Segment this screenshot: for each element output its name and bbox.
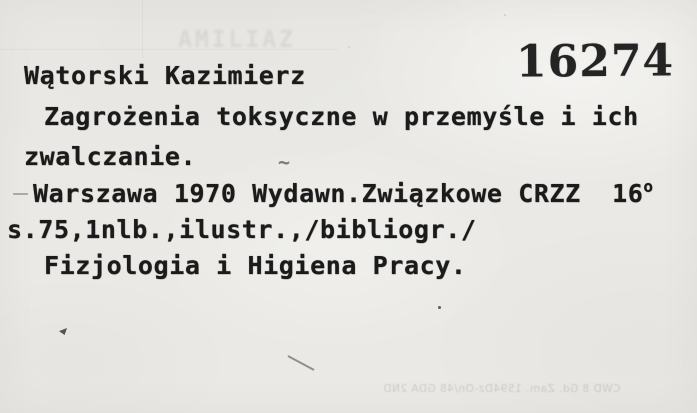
author-line: Wątorski Kazimierz [24, 61, 306, 90]
dust-speck [504, 14, 506, 16]
paper-crease-vertical [142, 0, 143, 58]
collation-line: s.75,1nlb.,ilustr.,/bibliogr./ [7, 215, 477, 244]
pen-mark [287, 355, 314, 371]
stray-tilde-mark: ~ [278, 150, 291, 174]
subject-heading-line: Fizjologia i Higiena Pracy. [44, 251, 467, 280]
ink-speck [59, 328, 67, 335]
catalog-number-stamp: 16274 [515, 35, 675, 88]
publication-text: Warszawa 1970 Wydawn.Związkowe CRZZ 16 [33, 179, 644, 208]
format-superscript: o [643, 177, 654, 196]
printer-imprint: CWD 8 Gd. Zam. 1594Dz-On/48 GDA 2ND [383, 383, 621, 395]
title-line-2: zwalczanie. [24, 142, 197, 171]
ink-speck [438, 306, 441, 309]
stray-dash-mark [13, 193, 28, 195]
publication-line [33, 179, 653, 208]
faded-stamp: AMILIAZ [178, 27, 296, 53]
title-line-1: Zagrożenia toksyczne w przemyśle i ich [44, 102, 639, 131]
dust-speck [348, 46, 350, 48]
